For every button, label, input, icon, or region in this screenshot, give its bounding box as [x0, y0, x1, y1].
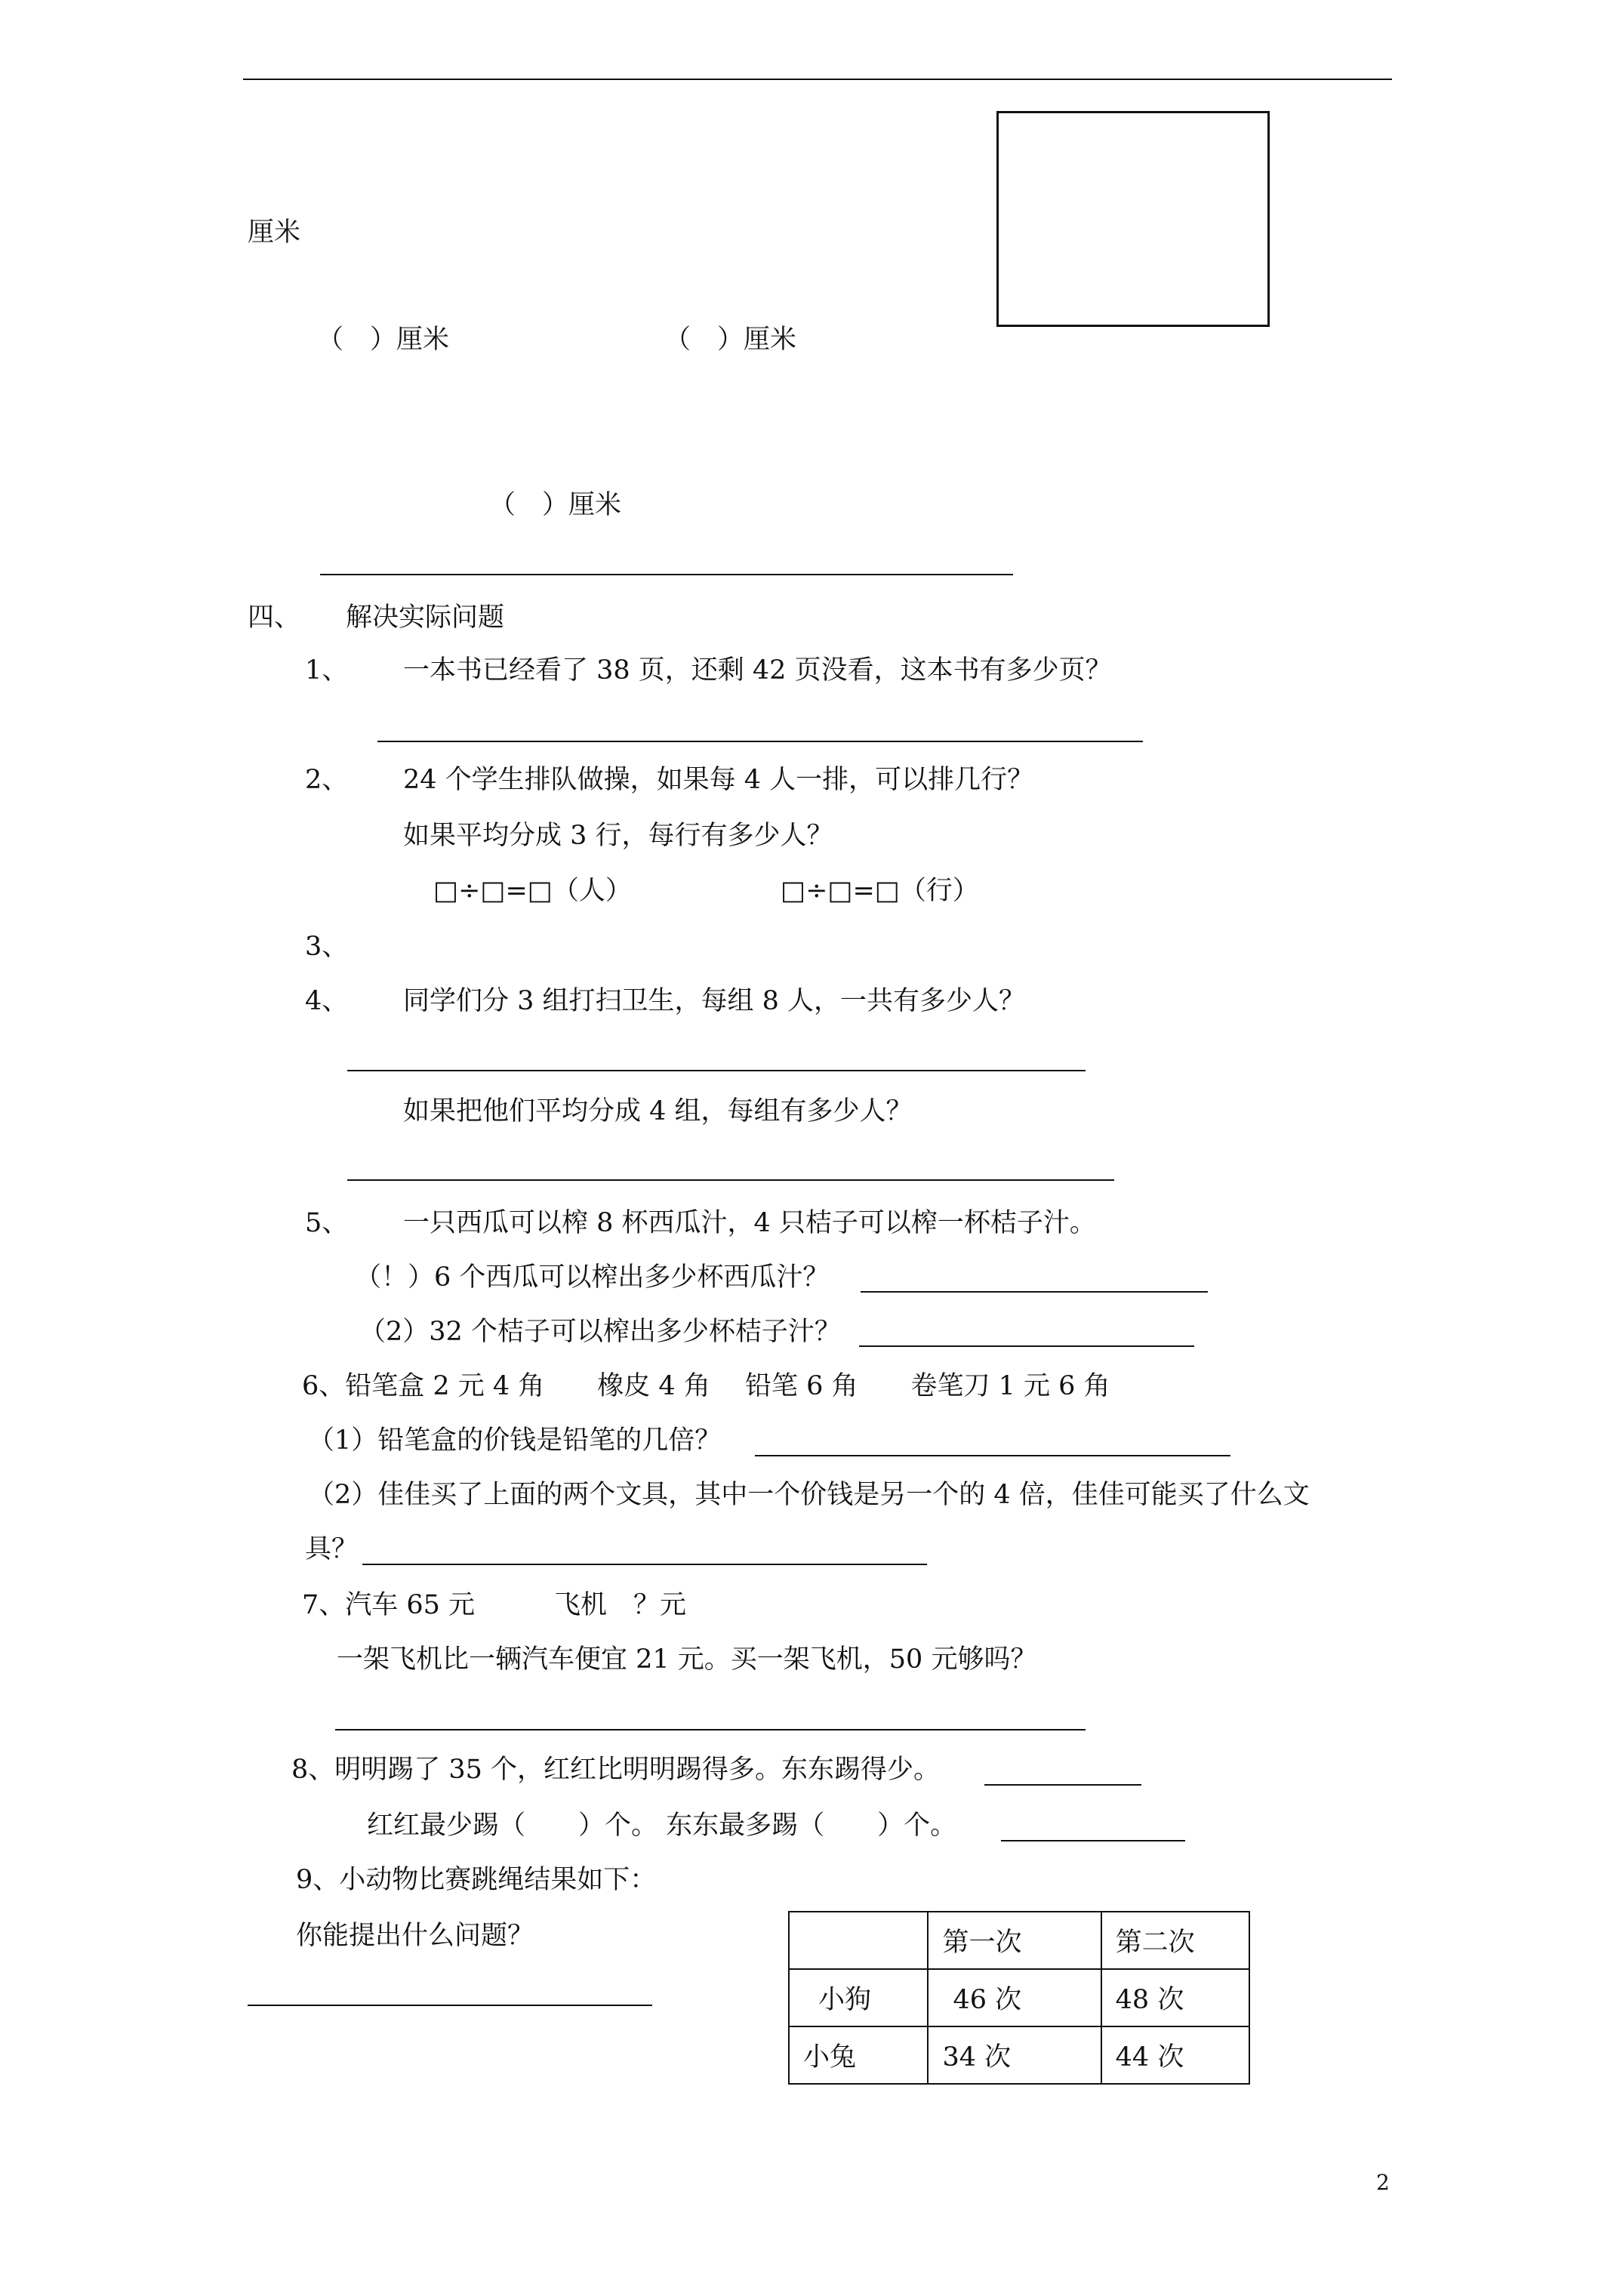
q2-equation-rows: □÷□=□（行） — [781, 876, 979, 906]
q7-line2: 一架飞机比一辆汽车便宜 21 元。买一架飞机，50 元够吗？ — [337, 1644, 1037, 1675]
q5-sub2-answer-line — [859, 1345, 1194, 1347]
q1-text: 一本书已经看了 38 页，还剩 42 页没看，这本书有多少页？ — [403, 655, 1112, 686]
measure-blank-1: （ ）厘米 — [317, 325, 450, 355]
q4-number: 4、 — [305, 986, 349, 1016]
q9-answer-line — [248, 2005, 652, 2006]
q5-sub1: （！）6 个西瓜可以榨出多少杯西瓜汁？ — [355, 1262, 830, 1293]
q6-sub2-line1: （2）佳佳买了上面的两个文具，其中一个价钱是另一个的 4 倍，佳佳可能买了什么文 — [308, 1480, 1310, 1510]
q9-line2: 你能提出什么问题？ — [296, 1921, 534, 1951]
q9-line1: 9、小动物比赛跳绳结果如下： — [296, 1865, 657, 1895]
q8-line2: 红红最少踢（ ）个。 东东最多踢（ ）个。 — [367, 1811, 957, 1841]
q8-answer-line-2 — [1001, 1840, 1185, 1841]
section-title: 解决实际问题 — [346, 603, 505, 633]
q5-sub1-answer-line — [861, 1291, 1208, 1293]
q6-sub1: （1）铅笔盒的价钱是铅笔的几倍？ — [308, 1425, 722, 1456]
q1-answer-line — [377, 741, 1143, 742]
measure-blank-2: （ ）厘米 — [664, 325, 797, 355]
q3-number: 3、 — [305, 932, 349, 962]
q4-answer-line-1 — [347, 1070, 1086, 1071]
jump-rope-results-table — [788, 1911, 1250, 2085]
table-cell: 小狗 — [789, 1969, 928, 2026]
measure-blank-3: （ ）厘米 — [489, 490, 622, 520]
q6-line1: 6、铅笔盒 2 元 4 角 橡皮 4 角 铅笔 6 角 卷笔刀 1 元 6 角 — [302, 1371, 1110, 1401]
q2-number: 2、 — [305, 765, 349, 795]
square-figure — [996, 111, 1270, 327]
q2-line1: 24 个学生排队做操，如果每 4 人一排，可以排几行？ — [403, 765, 1034, 795]
measure-line — [320, 574, 1013, 575]
q1-number: 1、 — [305, 655, 349, 686]
q4-line2: 如果把他们平均分成 4 组，每组有多少人？ — [403, 1096, 913, 1126]
table-header-row — [789, 1912, 1249, 1969]
q5-sub2: （2）32 个桔子可以榨出多少杯桔子汁？ — [359, 1317, 841, 1347]
q7-line1: 7、汽车 65 元 飞机 ？元 — [302, 1590, 687, 1620]
table-cell: 34 次 — [928, 2026, 1101, 2084]
q5-line1: 一只西瓜可以榨 8 杯西瓜汁，4 只桔子可以榨一杯桔子汁。 — [403, 1208, 1096, 1238]
table-row — [789, 1969, 1249, 2026]
unit-cm-label: 厘米 — [248, 217, 301, 248]
q4-answer-line-2 — [347, 1179, 1114, 1181]
table-row — [789, 2026, 1249, 2084]
q6-sub1-answer-line — [755, 1455, 1230, 1456]
table-cell: 46 次 — [928, 1969, 1101, 2026]
table-header-cell: 第二次 — [1101, 1912, 1249, 1969]
table-header-cell: 第一次 — [928, 1912, 1101, 1969]
q6-sub2-line2: 具？ — [305, 1534, 359, 1564]
table-header-cell — [789, 1912, 928, 1969]
q7-answer-line — [335, 1729, 1086, 1730]
table-cell: 小兔 — [789, 2026, 928, 2084]
table-cell: 44 次 — [1101, 2026, 1249, 2084]
q2-equation-people: □÷□=□（人） — [433, 876, 632, 906]
table-cell: 48 次 — [1101, 1969, 1249, 2026]
q6-sub2-answer-line — [362, 1564, 927, 1565]
q2-line2: 如果平均分成 3 行，每行有多少人？ — [403, 821, 833, 851]
section-number: 四、 — [248, 603, 301, 633]
q8-answer-line-1 — [984, 1784, 1141, 1786]
q8-line1: 8、明明踢了 35 个，红红比明明踢得多。东东踢得少。 — [291, 1755, 941, 1785]
q5-number: 5、 — [305, 1208, 349, 1238]
header-rule — [243, 79, 1392, 80]
page-number: 2 — [1376, 2170, 1390, 2195]
q4-line1: 同学们分 3 组打扫卫生，每组 8 人，一共有多少人？ — [403, 986, 1026, 1016]
